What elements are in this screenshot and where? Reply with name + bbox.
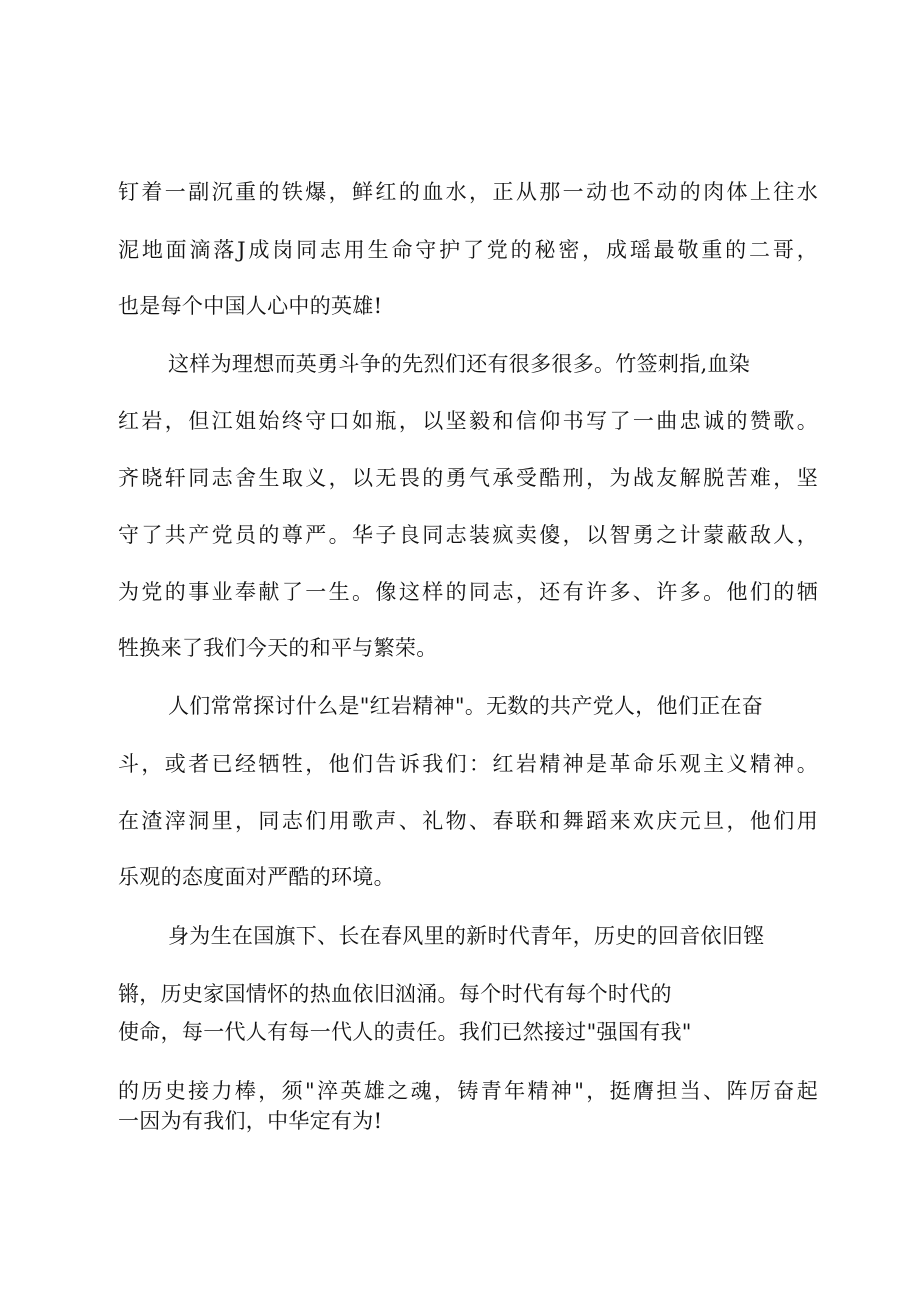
paragraph-line: 锵，历史家国情怀的热血依旧汹涌。每个时代有每个时代的: [118, 982, 672, 1006]
paragraph-line: 斗，或者已经牺牲，他们告诉我们：红岩精神是革命乐观主义精神。: [118, 752, 818, 776]
paragraph-line: 齐晓轩同志舍生取义，以无畏的勇气承受酷刑，为战友解脱苦难，坚: [118, 466, 818, 490]
paragraph-line: 守了共产党员的尊严。华子良同志装疯卖傻，以智勇之计蒙蔽敌人，: [118, 523, 818, 547]
paragraph-line: 使命，每一代人有每一代人的责任。我们已然接过"强国有我": [118, 1020, 692, 1044]
paragraph-line: 泥地面滴落J成岗同志用生命守护了党的秘密，成瑶最敬重的二哥，: [118, 238, 818, 262]
paragraph-line: 钉着一副沉重的铁爆，鲜红的血水，正从那一动也不动的肉体上往水: [118, 180, 818, 204]
paragraph-line: 身为生在国旗下、长在春风里的新时代青年，历史的回音依旧铿: [168, 924, 765, 948]
paragraph-line: 红岩，但江姐始终守口如瓶，以坚毅和信仰书写了一曲忠诚的赞歌。: [118, 409, 818, 433]
paragraph-line: 这样为理想而英勇斗争的先烈们还有很多很多。竹签刺指,血染: [168, 352, 751, 376]
paragraph-line: 牲换来了我们今天的和平与繁荣。: [118, 636, 438, 660]
paragraph-line: 一因为有我们，中华定有为!: [118, 1109, 383, 1133]
paragraph-line: 也是每个中国人心中的英雄!: [118, 294, 383, 318]
paragraph-line: 乐观的态度面对严酷的环境。: [118, 865, 395, 889]
paragraph-line: 人们常常探讨什么是"红岩精神"。无数的共产党人，他们正在奋: [168, 694, 764, 718]
paragraph-line: 为党的事业奉献了一生。像这样的同志，还有许多、许多。他们的牺: [118, 580, 818, 604]
paragraph-line: 的历史接力棒，须"淬英雄之魂，铸青年精神"，挺膺担当、阵厉奋起: [118, 1079, 818, 1103]
paragraph-line: 在渣滓洞里，同志们用歌声、礼物、春联和舞蹈来欢庆元旦，他们用: [118, 809, 818, 833]
